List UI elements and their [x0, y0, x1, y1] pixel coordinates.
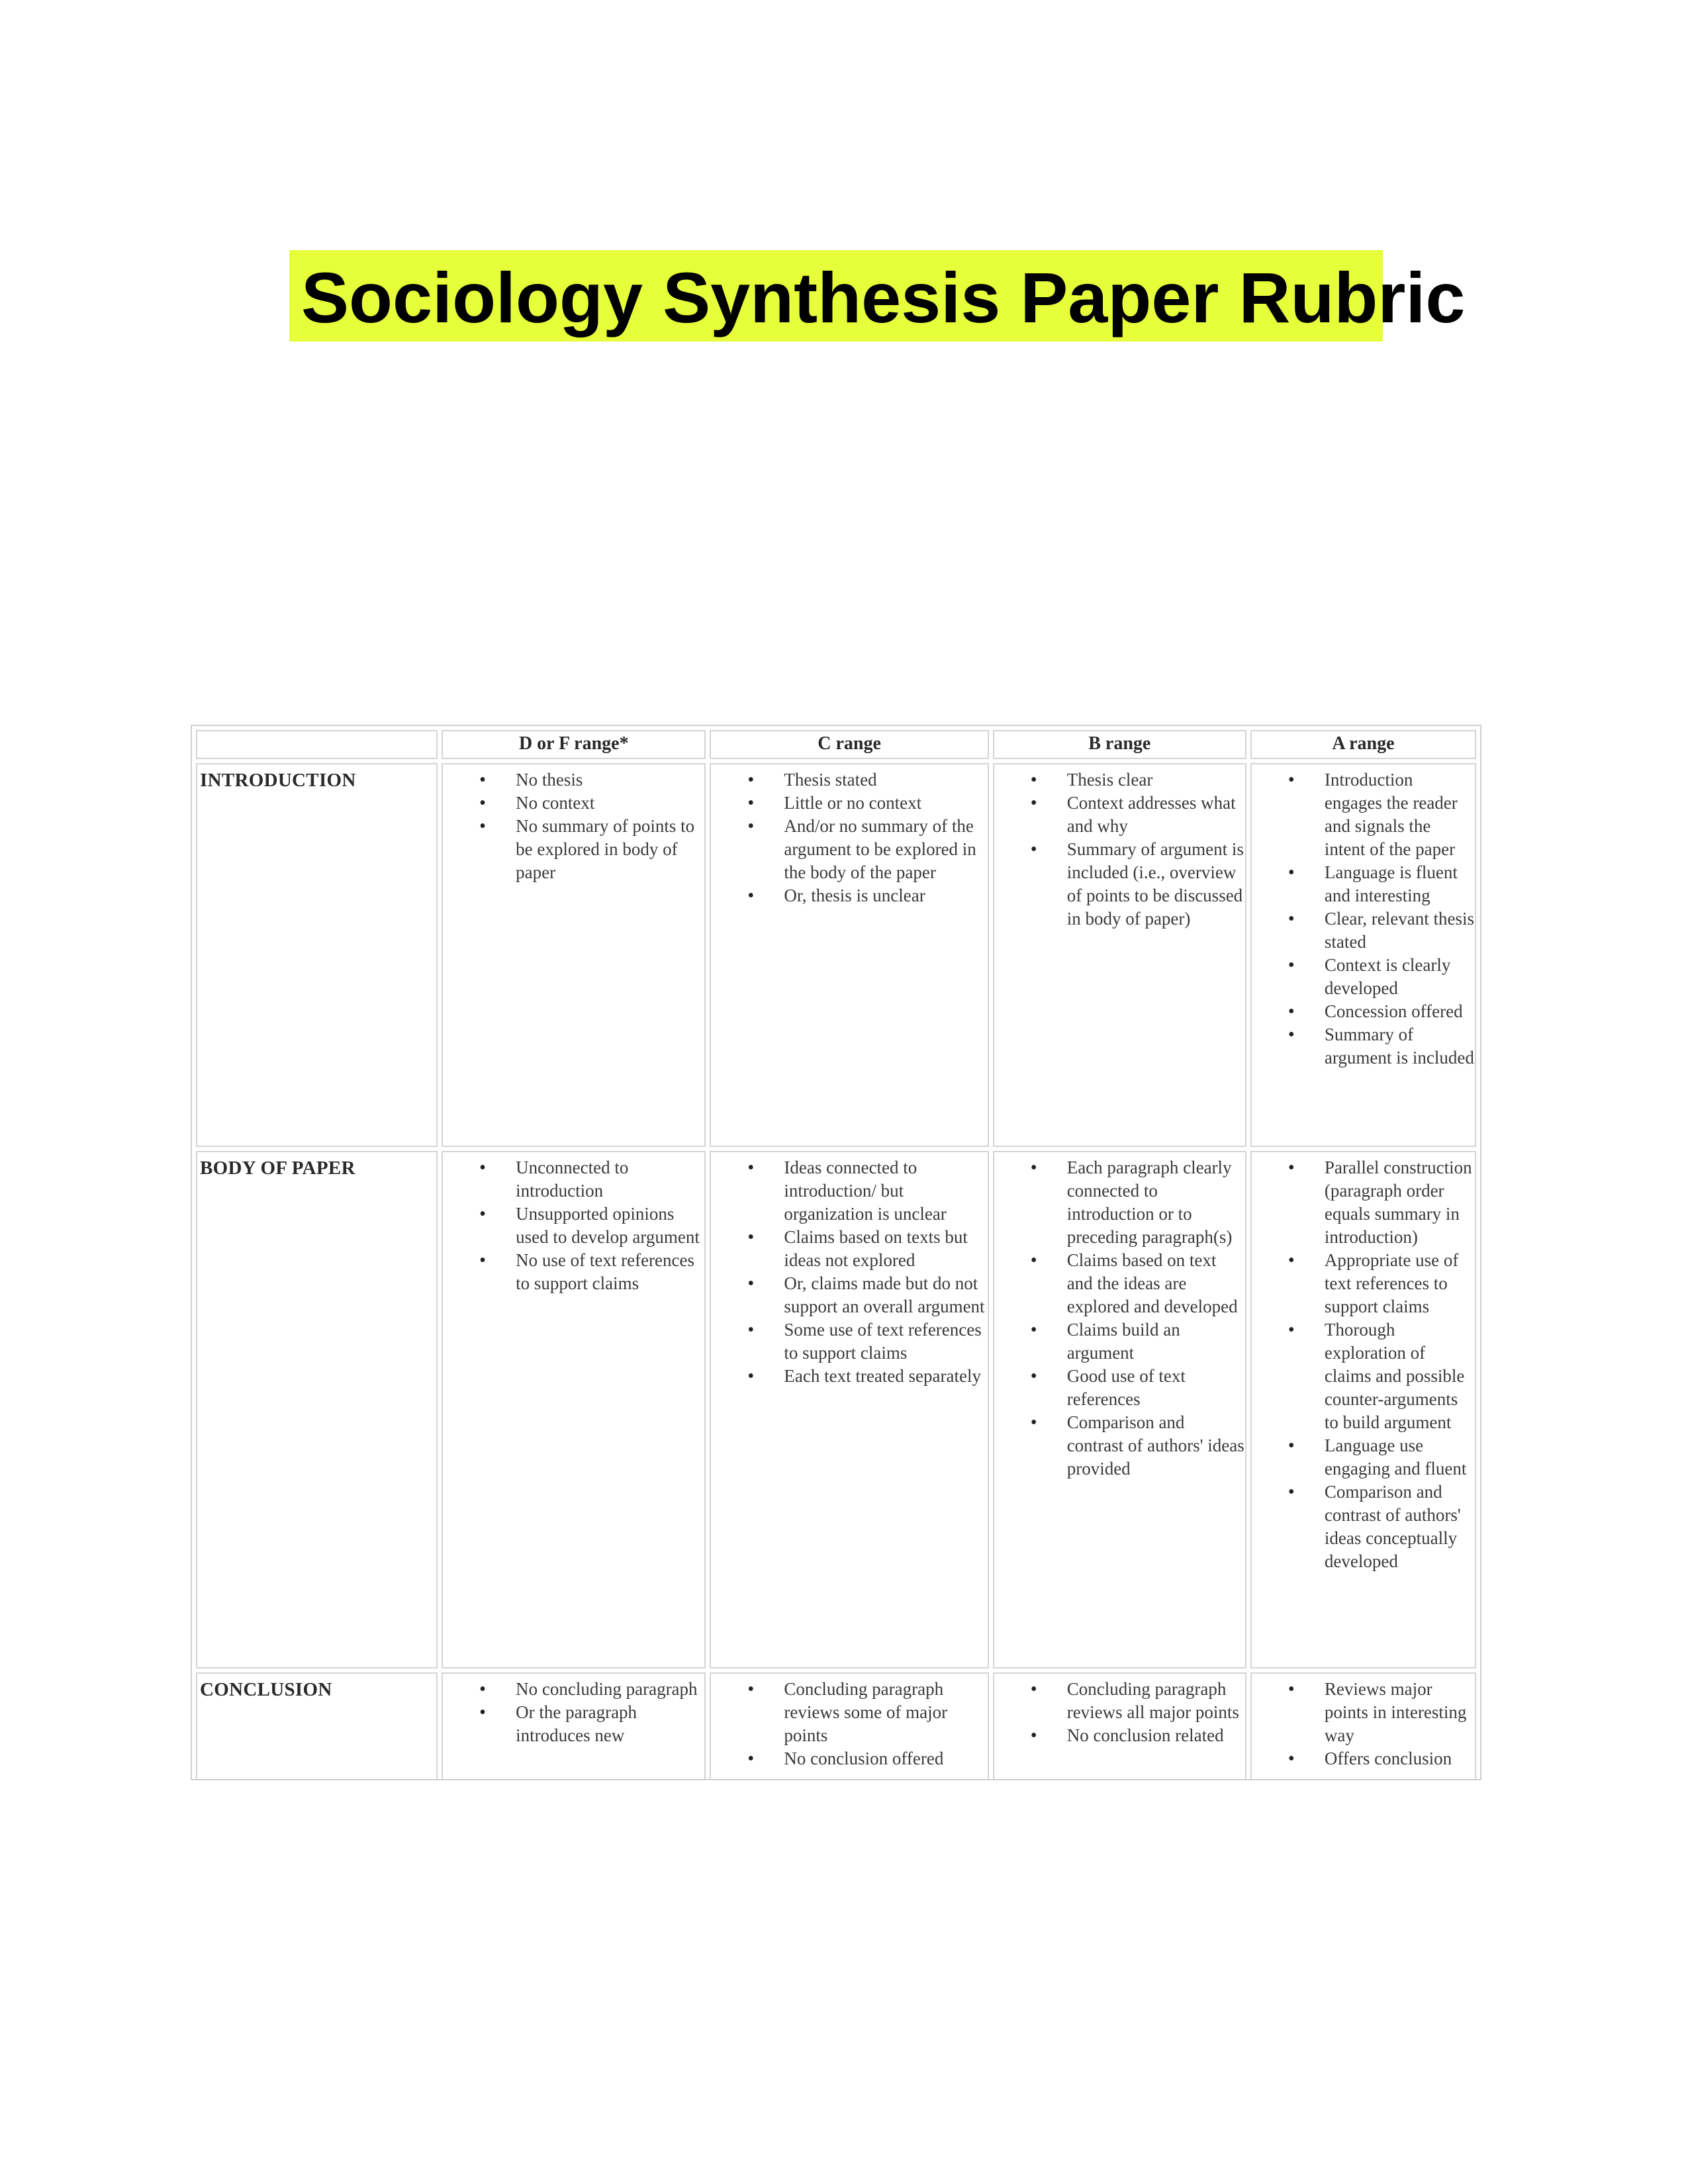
- criteria-item: • Context addresses what and why: [1067, 792, 1245, 838]
- criteria-cell: [993, 1151, 1246, 1668]
- criteria-item: • Claims build an argument: [1067, 1318, 1245, 1365]
- page-title: Sociology Synthesis Paper Rubric: [301, 257, 1466, 338]
- criteria-item: • Claims based on text and the ideas are explored and developed: [1067, 1249, 1245, 1318]
- criteria-item: • No conclusion related: [1067, 1724, 1245, 1747]
- criteria-item: • Context is clearly developed: [1325, 954, 1475, 1000]
- criteria-list: [443, 1156, 704, 1295]
- criteria-list: [1252, 768, 1475, 1069]
- criteria-item: • Each paragraph clearly connected to introduction or to preceding paragraph(s): [1067, 1156, 1245, 1249]
- rubric-image: [191, 725, 1481, 1780]
- criteria-cell: [442, 763, 706, 1147]
- criteria-cell: [442, 1151, 706, 1668]
- criteria-item: • No summary of points to be explored in body of paper: [516, 815, 704, 884]
- rubric-row-conclusion: [196, 1672, 1476, 1780]
- criteria-item: • Reviews major points in interesting way: [1325, 1678, 1475, 1747]
- rubric-table: [192, 726, 1480, 1780]
- criteria-item: • Language is fluent and interesting: [1325, 861, 1475, 907]
- header-row: [196, 730, 1476, 759]
- criteria-item: • No context: [516, 792, 704, 815]
- criteria-cell: [710, 763, 988, 1147]
- criteria-cell: [993, 763, 1246, 1147]
- criteria-list: [1252, 1156, 1475, 1573]
- criteria-item: • Concluding paragraph reviews some of major points: [784, 1678, 987, 1747]
- criteria-item: • Concluding paragraph reviews all major points: [1067, 1678, 1245, 1724]
- rubric-row-body-of-paper: [196, 1151, 1476, 1668]
- criteria-item: • Good use of text references: [1067, 1365, 1245, 1411]
- criteria-item: • Ideas connected to introduction/ but organization is unclear: [784, 1156, 987, 1226]
- criteria-item: • No thesis: [516, 768, 704, 792]
- criteria-item: • Each text treated separately: [784, 1365, 987, 1388]
- criteria-item: • Comparison and contrast of authors' ideas provided: [1067, 1411, 1245, 1480]
- criteria-cell: [442, 1672, 706, 1780]
- row-label: INTRODUCTION: [196, 763, 438, 1147]
- criteria-item: • Introduction engages the reader and signals the intent of the paper: [1325, 768, 1475, 861]
- row-label: CONCLUSION: [196, 1672, 438, 1780]
- criteria-item: • Unconnected to introduction: [516, 1156, 704, 1203]
- criteria-item: • Thesis stated: [784, 768, 987, 792]
- criteria-item: • Unsupported opinions used to develop argument: [516, 1203, 704, 1249]
- criteria-item: • Concession offered: [1325, 1000, 1475, 1023]
- criteria-list: [443, 1678, 704, 1747]
- criteria-list: [994, 1156, 1245, 1480]
- criteria-cell: [993, 1672, 1246, 1780]
- header-cell-blank: [196, 730, 438, 759]
- criteria-list: [711, 768, 987, 907]
- row-label: BODY OF PAPER: [196, 1151, 438, 1668]
- criteria-item: • No concluding paragraph: [516, 1678, 704, 1701]
- header-cell-d-or-f: D or F range*: [442, 730, 706, 759]
- criteria-cell: [710, 1151, 988, 1668]
- criteria-item: • Summary of argument is included (i.e., overview of points to be discussed in body of paper): [1067, 838, 1245, 931]
- criteria-item: • Thorough exploration of claims and possible counter-arguments to build argument: [1325, 1318, 1475, 1434]
- criteria-item: • And/or no summary of the argument to be explored in the body of the paper: [784, 815, 987, 884]
- criteria-item: • Some use of text references to support claims: [784, 1318, 987, 1365]
- criteria-item: • Clear, relevant thesis stated: [1325, 907, 1475, 954]
- criteria-cell: [710, 1672, 988, 1780]
- criteria-list: [994, 1678, 1245, 1747]
- criteria-item: • Or, thesis is unclear: [784, 884, 987, 907]
- criteria-item: • Summary of argument is included: [1325, 1023, 1475, 1069]
- criteria-list: [1252, 1678, 1475, 1770]
- criteria-item: • Offers conclusion: [1325, 1747, 1475, 1770]
- header-cell-a: A range: [1250, 730, 1476, 759]
- criteria-item: • Parallel construction (paragraph order equals summary in introduction): [1325, 1156, 1475, 1249]
- criteria-item: • Comparison and contrast of authors' ideas conceptually developed: [1325, 1480, 1475, 1573]
- criteria-item: • Claims based on texts but ideas not explored: [784, 1226, 987, 1272]
- rubric-row-introduction: [196, 763, 1476, 1147]
- criteria-list: [711, 1156, 987, 1388]
- criteria-item: • Appropriate use of text references to support claims: [1325, 1249, 1475, 1318]
- criteria-item: • No use of text references to support claims: [516, 1249, 704, 1295]
- criteria-list: [443, 768, 704, 884]
- criteria-item: • No conclusion offered: [784, 1747, 987, 1770]
- criteria-cell: [1250, 1151, 1476, 1668]
- criteria-list: [994, 768, 1245, 931]
- criteria-item: • Little or no context: [784, 792, 987, 815]
- criteria-item: • Language use engaging and fluent: [1325, 1434, 1475, 1480]
- header-cell-b: B range: [993, 730, 1246, 759]
- criteria-item: • Or the paragraph introduces new: [516, 1701, 704, 1747]
- criteria-cell: [1250, 1672, 1476, 1780]
- criteria-item: • Or, claims made but do not support an overall argument: [784, 1272, 987, 1318]
- header-cell-c: C range: [710, 730, 988, 759]
- criteria-list: [711, 1678, 987, 1770]
- criteria-cell: [1250, 763, 1476, 1147]
- criteria-item: • Thesis clear: [1067, 768, 1245, 792]
